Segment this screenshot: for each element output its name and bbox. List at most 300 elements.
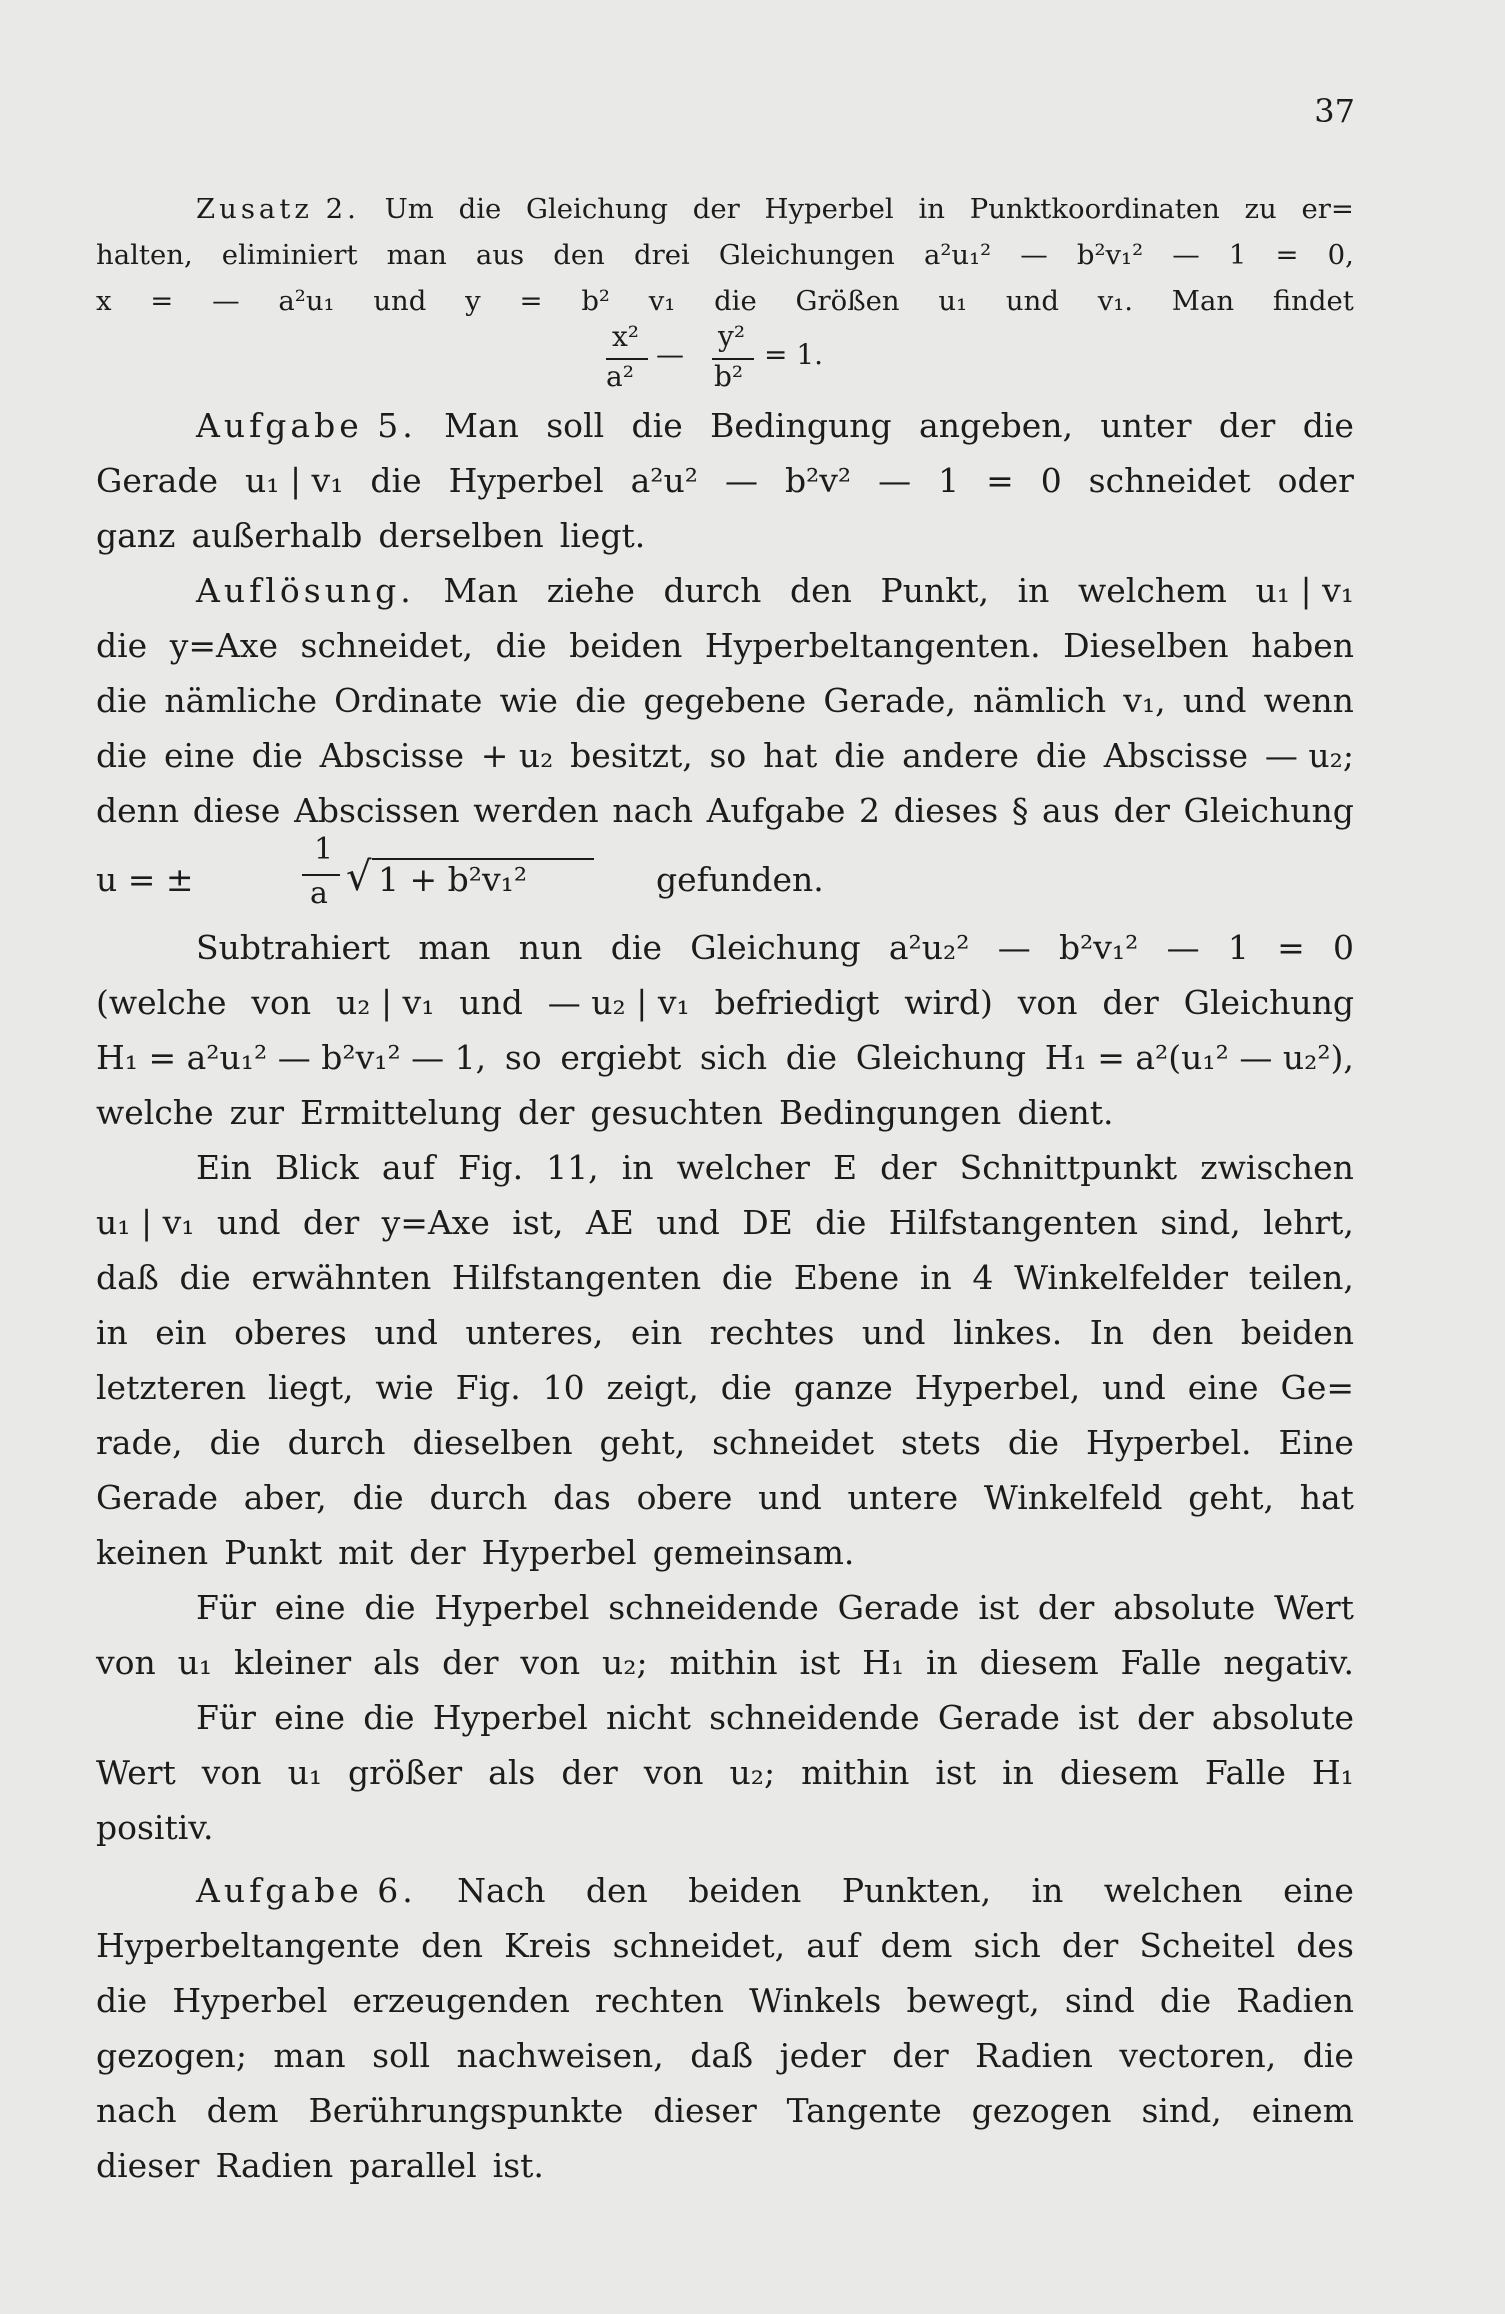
word: er= [1301,193,1354,225]
text-line [96,508,1354,563]
word: Blick [274,1148,359,1187]
word: ein [630,1313,683,1352]
word: sind, [1141,2091,1222,2130]
word: u₁ [287,1753,323,1792]
formula-denominator-b: b² [714,360,744,393]
word: der [892,2036,949,2075]
text-line [96,1030,1354,1085]
word: rechtes [709,1313,835,1352]
word: — u₂ | v₁ [547,983,690,1022]
word: ist. [492,2146,544,2185]
word: a²u₁² [923,239,992,271]
word: (welche [96,983,227,1022]
word: sich [973,1926,1041,1965]
word: ganze [793,1368,893,1407]
word: halten, [96,239,193,271]
radical-sign-icon: √ [346,854,372,900]
word: die [96,1981,148,2020]
word: der [1218,406,1276,445]
word: Punkt [224,1533,323,1572]
word: H₁ [1311,1753,1354,1792]
word: § [1011,791,1029,830]
word: schneidende [709,1698,920,1737]
word: Berührungspunkte [308,2091,624,2130]
word: Gerade [96,1478,218,1517]
word: eine [1283,1871,1354,1910]
word: eine [274,1588,346,1627]
word: y [465,285,481,317]
word: mithin [669,1643,778,1682]
word: ist [935,1753,977,1792]
word: Gleichung [855,1038,1027,1077]
word: stets [900,1423,981,1462]
word: einem [1251,2091,1354,2130]
word: sind, [1160,1203,1241,1242]
word: absolute [1211,1698,1354,1737]
word: Punkten, [841,1871,992,1910]
word: findet [1272,285,1354,317]
word: Hilfstangenten [451,1258,702,1297]
word: b² [581,285,610,317]
word: dem [206,2091,279,2130]
word: die [815,1203,867,1242]
word: den [585,1871,648,1910]
word: 1 [1228,239,1247,271]
word: in [621,1148,654,1187]
word: Winkelfelder [1014,1258,1229,1297]
word: in [918,193,945,225]
word: Abscisse [319,736,464,775]
word: Abscissen [294,791,460,830]
word: Ein [196,1148,252,1187]
word: Radien [215,2146,334,2185]
word: die [631,406,683,445]
word: der [517,1093,575,1132]
word: die [96,681,148,720]
word: — [212,285,240,317]
word: Wert [1274,1588,1354,1627]
text-line [96,1973,1354,2028]
word: 2 [859,791,881,830]
word: erzeugenden [352,1981,570,2020]
word: angeben, [919,406,1073,445]
word: b²v₁² [1058,928,1139,967]
word: der [1102,983,1159,1022]
text-line [96,2138,1354,2193]
word: Tangente [786,2091,942,2130]
word: größer [348,1753,463,1792]
u-formula-lhs: u = ± [96,860,194,899]
word: so [709,736,747,775]
word: der [1137,1698,1194,1737]
word: und [1102,1368,1166,1407]
word: liegt. [559,516,646,555]
formula-minus: — [656,338,684,371]
word: Aufgabe 6. [196,1871,417,1910]
word: der [1061,1926,1119,1965]
word: die [96,736,148,775]
word: Hyperbel. [1085,1423,1252,1462]
word: befriedigt [714,983,880,1022]
text-line [96,1250,1354,1305]
word: in [925,1643,958,1682]
word: wenn [1263,681,1354,720]
word: diesem [1059,1753,1179,1792]
word: mithin [801,1753,910,1792]
word: v₁. [1097,285,1134,317]
word: H₁ [862,1643,905,1682]
word: u₁ | v₁ [1255,571,1354,610]
word: teilen, [1248,1258,1354,1297]
word: die [209,1423,261,1462]
word: und [861,1313,926,1352]
word: nach [96,2091,177,2130]
word: 0, [1327,239,1354,271]
word: E [832,1148,858,1187]
word: nach [612,791,694,830]
page-text [96,186,1354,2193]
word: Gleichungen [718,239,895,271]
text-line [96,398,1354,453]
word: Dieselben [1063,626,1229,665]
word: jeder [779,2036,866,2075]
word: oberes [234,1313,347,1352]
word: Aufgabe [706,791,846,830]
word: dieser [653,2091,757,2130]
word: den [553,239,605,271]
word: 4 [972,1258,994,1297]
word: die [1159,1981,1212,2020]
word: beiden [688,1871,802,1910]
word: derselben [378,516,544,555]
word: in [1017,571,1050,610]
word: = [986,461,1014,500]
word: und [216,1203,281,1242]
word: lehrt, [1263,1203,1354,1242]
word: Hyperbel [764,193,894,225]
word: letzteren [96,1368,247,1407]
text-line [96,1690,1354,1745]
word: parallel [349,2146,477,2185]
word: welcher [676,1148,810,1187]
word: Gerade [837,1588,960,1627]
word: untere [847,1478,959,1517]
word: 0 [1040,461,1062,500]
word: beiden [569,626,683,665]
word: bewegt, [906,1981,1040,2020]
word: der [561,1753,618,1792]
word: Eine [1278,1423,1354,1462]
word: von [643,1753,704,1792]
word: Fig. [458,1148,524,1187]
text-line [96,453,1354,508]
word: Radien [975,2036,1093,2075]
word: Hyperbel [432,1698,588,1737]
word: Ordinate [334,681,483,720]
word: Hyperbel [481,1533,637,1572]
subtrahiert-paragraph [96,920,1354,1140]
text-line [96,673,1354,728]
text-line [96,1580,1354,1635]
text-line [96,186,1354,232]
word: Radien [1236,1981,1354,2020]
word: daß [96,1258,159,1297]
word: 10 [542,1368,585,1407]
word: gemeinsam. [652,1533,855,1572]
word: Hyperbel, [914,1368,1081,1407]
word: hat [1299,1478,1354,1517]
text-line [96,1305,1354,1360]
word: in [96,1313,128,1352]
word: — [724,461,758,500]
word: andere [902,736,1019,775]
word: von [201,1753,262,1792]
word: Hilfstangenten [888,1203,1138,1242]
aufgabe-5-paragraph [96,398,1354,563]
formula-rhs: = 1. [764,338,824,371]
word: absolute [1113,1588,1256,1627]
word: die [96,626,148,665]
word: die [251,736,303,775]
word: Kreis [504,1926,592,1965]
word: + u₂ [480,736,554,775]
text-line [96,1085,1354,1140]
word: erwähnten [251,1258,432,1297]
word: die [1302,2036,1354,2075]
u-equation [96,832,1354,920]
word: gezogen; [96,2036,247,2075]
word: Winkels [749,1981,882,2020]
word: nun [518,928,583,967]
text-line [96,232,1354,278]
text-line [96,728,1354,783]
u-formula-radicand: 1 + b²v₁² [378,860,528,899]
word: Bedingung [710,406,892,445]
word: oder [1277,461,1354,500]
word: vectoren, [1119,2036,1277,2075]
word: — [1166,928,1200,967]
word: rechten [594,1981,725,2020]
word: Ge= [1280,1368,1354,1407]
word: die [352,1478,404,1517]
word: a²u₂² [888,928,970,967]
word: als [488,1753,536,1792]
word: und [459,983,523,1022]
word: die [179,1258,231,1297]
word: daß [690,2036,754,2075]
word: und [374,1313,438,1352]
word: In [1089,1313,1125,1352]
word: die [458,193,502,225]
word: schneidet, [300,626,473,665]
word: H₁ = a²(u₁² — u₂²), [1044,1038,1354,1077]
word: v₁ [648,285,676,317]
word: Nach [457,1871,546,1910]
text-line [96,1195,1354,1250]
word: y=Axe [381,1203,490,1242]
text-line [96,783,1354,838]
word: ergiebt [560,1038,682,1077]
word: u₂; [601,1643,648,1682]
word: auf [806,1926,860,1965]
word: welchem [1078,571,1227,610]
word: gezogen [971,2091,1112,2130]
word: soll [372,2036,431,2075]
word: Gleichung [1183,791,1354,830]
text-line [96,920,1354,975]
word: ein [155,1313,207,1352]
word: Man [444,406,519,445]
word: Ebene [793,1258,900,1297]
word: von [1017,983,1078,1022]
word: Aufgabe 5. [196,406,417,445]
word: nämlich [973,681,1107,720]
word: wie [499,681,558,720]
word: schneidet [1088,461,1251,500]
word: keinen [96,1533,209,1572]
word: Punktkoordinaten [969,193,1220,225]
word: die [720,1368,772,1407]
word: dieses [893,791,999,830]
word: negativ. [1223,1643,1354,1682]
word: werden [473,791,599,830]
text-line [96,1800,1354,1855]
page-number: 37 [1314,92,1355,130]
word: die [785,1038,838,1077]
word: man [273,2036,346,2075]
word: der [880,1148,937,1187]
word: 11, [546,1148,599,1187]
word: DE [742,1203,793,1242]
word: positiv. [96,1808,214,1847]
word: x [96,285,112,317]
word: außerhalb [191,516,363,555]
word: und [373,285,427,317]
word: aber, [243,1478,327,1517]
text-line [96,278,1354,324]
word: Gerade [96,461,218,500]
blick-paragraph [96,1140,1354,1580]
word: — [878,461,912,500]
word: Wert [96,1753,176,1792]
word: Gleichung [690,928,861,967]
word: die [364,1588,416,1627]
word: dieselben [412,1423,573,1462]
word: b²v₁² [1076,239,1144,271]
word: Hyperbel [172,1981,328,2020]
word: die [1035,736,1087,775]
word: den [421,1926,483,1965]
word: der [442,1643,499,1682]
word: so [504,1038,542,1077]
text-line [96,1140,1354,1195]
word: Gleichung [526,193,668,225]
word: zwischen [1200,1148,1354,1187]
word: auf [381,1148,435,1187]
text-line [96,2083,1354,2138]
word: rade, [96,1423,183,1462]
word: diese [192,791,281,830]
word: ist [978,1588,1020,1627]
word: Größen [795,285,900,317]
word: und [656,1203,720,1242]
word: u₁ [177,1643,213,1682]
word: man [386,239,447,271]
word: aus [475,239,525,271]
word: u₁ [938,285,968,317]
text-line [96,1635,1354,1690]
word: durch [287,1423,386,1462]
word: hat [763,736,818,775]
word: zeigt, [606,1368,699,1407]
word: in [919,1258,952,1297]
word: a²u² [630,461,698,500]
word: als [373,1643,421,1682]
word: eine [274,1698,346,1737]
word: Für [196,1588,256,1627]
word: b²v² [784,461,852,500]
word: welche [96,1093,214,1132]
word: ist, [512,1203,564,1242]
word: von [251,983,312,1022]
word: ist [1078,1698,1119,1737]
word: die [495,626,547,665]
word: Hyperbel [434,1588,590,1627]
word: dient. [1017,1093,1114,1132]
text-line [96,1415,1354,1470]
word: eine [1187,1368,1259,1407]
word: Abscisse [1103,736,1249,775]
word: u₁ | v₁ [96,1203,195,1242]
word: ziehe [546,571,635,610]
word: Hyperbeltangenten. [704,626,1041,665]
word: welchen [1103,1871,1243,1910]
word: kleiner [233,1643,352,1682]
word: schneidet, [612,1926,786,1965]
word: man [418,928,491,967]
word: Punkt, [880,571,990,610]
text-line [96,975,1354,1030]
word: die [610,928,662,967]
word: Gerade, [823,681,956,720]
text-line [96,1525,1354,1580]
word: wird) [904,983,993,1022]
word: beiden [1240,1313,1354,1352]
word: von [96,1643,156,1682]
word: Subtrahiert [196,928,391,967]
word: sich [699,1038,768,1077]
u-formula-numerator: 1 [314,832,334,867]
text-line [96,1745,1354,1800]
word: Für [196,1698,256,1737]
word: dem [880,1926,953,1965]
word: den [1151,1313,1214,1352]
text-line [96,618,1354,673]
word: — [997,928,1031,967]
word: = [519,285,543,317]
word: in [1031,1871,1064,1910]
word: Zusatz 2. [196,193,360,225]
word: die [834,736,886,775]
word: Fig. [455,1368,521,1407]
word: nämliche [164,681,317,720]
word: = [150,285,174,317]
word: die [363,1698,415,1737]
word: Hyperbeltangente [96,1926,400,1965]
word: ist [799,1643,841,1682]
word: die [1302,406,1354,445]
word: Gerade [937,1698,1060,1737]
